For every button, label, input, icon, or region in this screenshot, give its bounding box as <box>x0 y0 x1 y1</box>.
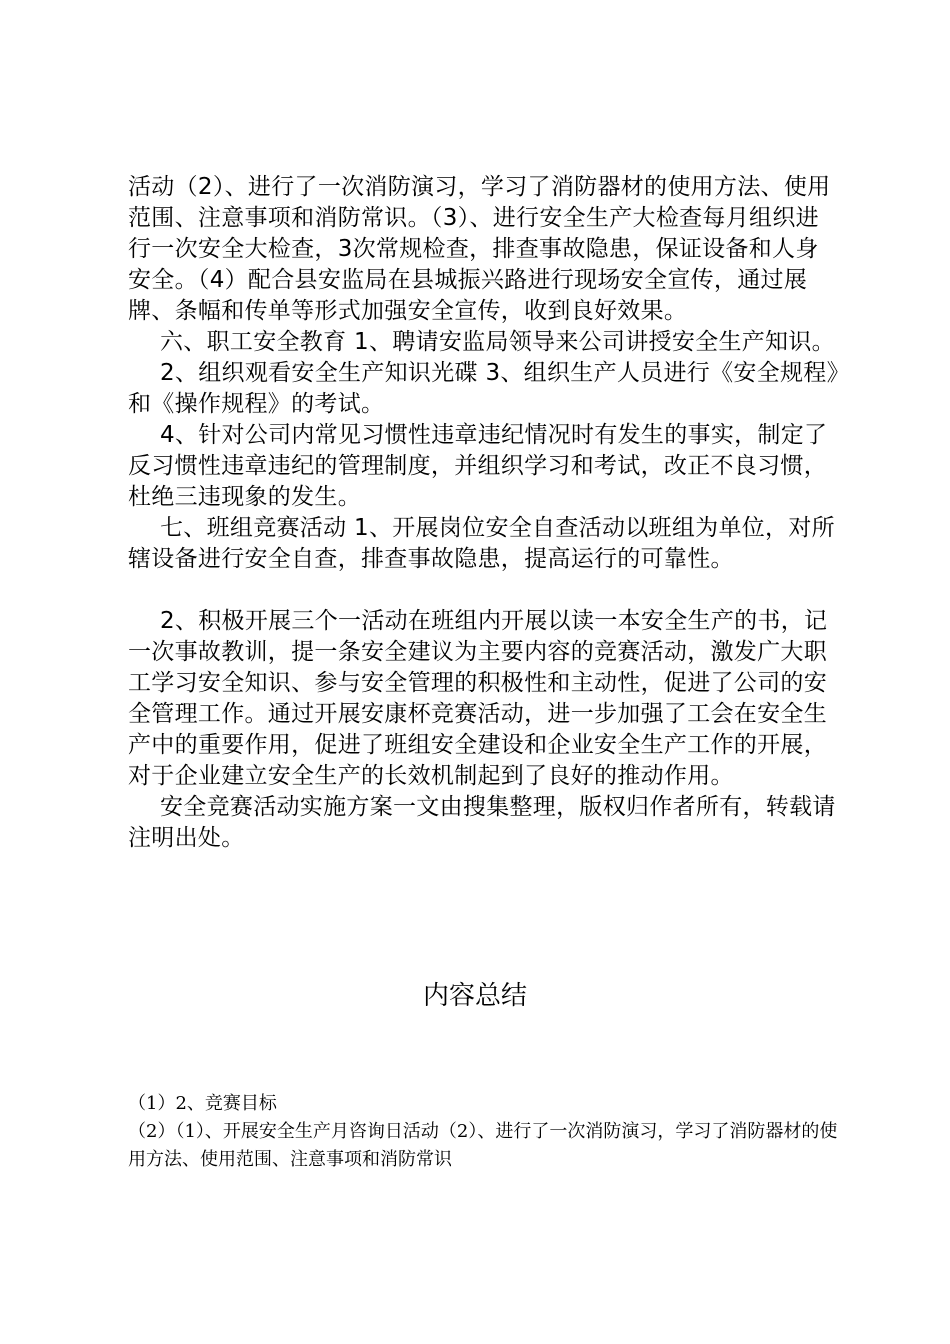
paragraph: 2、积极开展三个一活动在班组内开展以读一本安全生产的书，记一次事故教训，提一条安全建议为主要内容的竞赛活动，激发广大职工学习安全知识、参与安全管理的积极性和主动性，促进了公司的安全管理工作。通过开展安康杯竞赛活动，进一步加强了工会在安全生产中的重要作用，促进了班组安全建设和企业安全生产工作的开展，对于企业建立安全生产的长效机制起到了良好的推动作用。 <box>128 608 828 789</box>
summary-title: 内容总结 <box>422 981 527 1011</box>
paragraph: 活动（2）、进行了一次消防演习，学习了消防器材的使用方法、使用范围、注意事项和消防常识。（3）、进行安全生产大检查每月组织进行一次安全大检查，3次常规检查，排查事故隐患，保证设备和人身安全。（4）配合县安监局在县城振兴路进行现场安全宣传，通过展牌、条幅和传单等形式加强安全宣传，收到良好效果。 <box>128 174 831 324</box>
paragraph: 七、班组竞赛活动 1、开展岗位安全自查活动以班组为单位，对所辖设备进行安全自查，排查事故隐患，提高运行的可靠性。 <box>128 515 835 572</box>
document-body <box>128 172 840 854</box>
summary-item: （1）2、竞赛目标 <box>128 1093 277 1114</box>
paragraph: 4、针对公司内常见习惯性违章违纪情况时有发生的事实，制定了反习惯性违章违纪的管理制度，并组织学习和考试，改正不良习惯，杜绝三违现象的发生。 <box>128 422 828 510</box>
paragraph: 六、职工安全教育 1、聘请安监局领导来公司讲授安全生产知识。 <box>160 329 835 355</box>
summary-item: （2）（1）、开展安全生产月咨询日活动（2）、进行了一次消防演习，学习了消防器材的使用方法、使用范围、注意事项和消防常识 <box>128 1121 838 1170</box>
paragraph: 2、组织观看安全生产知识光碟 3、组织生产人员进行《安全规程》和《操作规程》的考试。 <box>128 360 839 417</box>
paragraph: 安全竞赛活动实施方案一文由搜集整理，版权归作者所有，转载请注明出处。 <box>128 794 836 851</box>
paragraph-spacer <box>128 575 840 606</box>
summary-list <box>128 1090 840 1174</box>
